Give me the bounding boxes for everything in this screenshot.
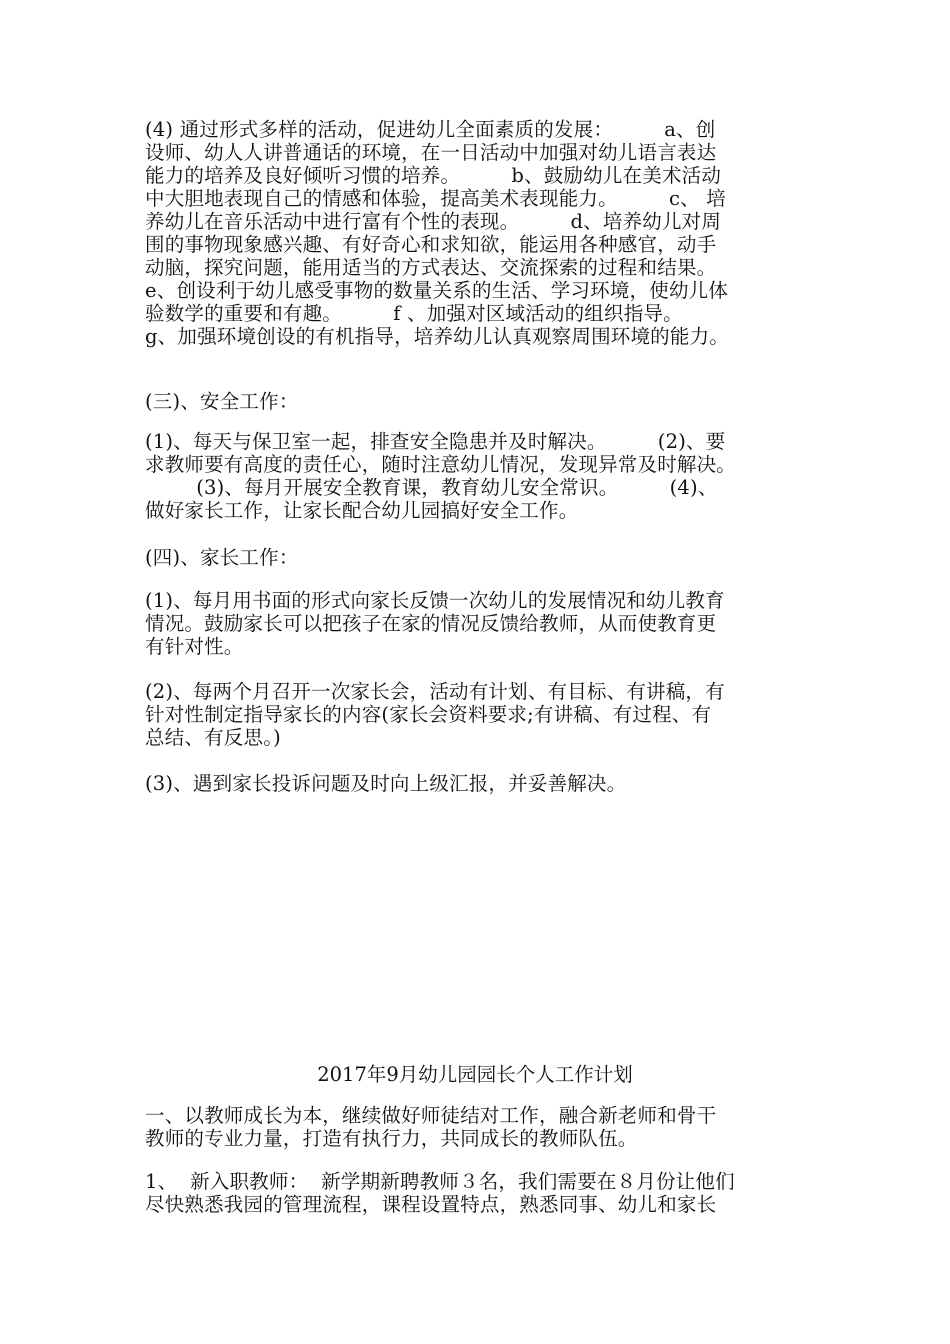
paragraph-parents-3: [145, 772, 810, 795]
heading-text: (四)、家长工作：: [145, 546, 299, 569]
paragraph-teacher-growth: [145, 1104, 810, 1150]
text-line: (4) 通过形式多样的活动，促进幼儿全面素质的发展： a、创: [145, 118, 716, 141]
text-line: 情况。鼓励家长可以把孩子在家的情况反馈给教师，从而使教育更: [145, 612, 717, 635]
paragraph-activities: [145, 118, 810, 348]
text-line: g、加强环境创设的有机指导，培养幼儿认真观察周围环境的能力。: [145, 325, 729, 348]
text-line: 一、以教师成长为本，继续做好师徒结对工作，融合新老师和骨干: [145, 1104, 717, 1127]
text-line: 1、 新入职教师： 新学期新聘教师３名，我们需要在８月份让他们: [145, 1170, 735, 1193]
text-line: 针对性制定指导家长的内容(家长会资料要求;有讲稿、有过程、有: [145, 703, 712, 726]
text-line: 能力的培养及良好倾听习惯的培养。 b、鼓励幼儿在美术活动: [145, 164, 722, 187]
text-line: 有针对性。: [145, 635, 244, 658]
text-line: 围的事物现象感兴趣、有好奇心和求知欲，能运用各种感官，动手: [145, 233, 717, 256]
section-heading-safety: [145, 390, 810, 413]
section-heading-parents: [145, 546, 810, 569]
text-line: 养幼儿在音乐活动中进行富有个性的表现。 d、培养幼儿对周: [145, 210, 722, 233]
text-line: 验数学的重要和有趣。 f 、加强对区域活动的组织指导。: [145, 302, 683, 325]
text-line: 中大胆地表现自己的情感和体验，提高美术表现能力。 c、 培: [145, 187, 726, 210]
text-line: 总结、有反思。): [145, 726, 281, 749]
text-line: 动脑，探究问题，能用适当的方式表达、交流探索的过程和结果。: [145, 256, 717, 279]
text-line: 求教师要有高度的责任心，随时注意幼儿情况，发现异常及时解决。: [145, 453, 737, 476]
text-line: (3)、遇到家长投诉问题及时向上级汇报，并妥善解决。: [145, 772, 627, 795]
text-line: e、创设利于幼儿感受事物的数量关系的生活、学习环境，使幼儿体: [145, 279, 729, 302]
text-line: (2)、每两个月召开一次家长会，活动有计划、有目标、有讲稿，有: [145, 680, 725, 703]
heading-text: (三)、安全工作：: [145, 390, 299, 413]
document-title: 2017年9月幼儿园园长个人工作计划: [317, 1063, 633, 1086]
paragraph-new-teachers: [145, 1170, 810, 1216]
text-line: (1)、每月用书面的形式向家长反馈一次幼儿的发展情况和幼儿教育: [145, 589, 725, 612]
paragraph-safety: [145, 430, 810, 522]
text-line: 设师、幼人人讲普通话的环境，在一日活动中加强对幼儿语言表达: [145, 141, 717, 164]
text-line: 教师的专业力量，打造有执行力，共同成长的教师队伍。: [145, 1127, 638, 1150]
text-line: (3)、每月开展安全教育课，教育幼儿安全常识。 (4)、: [145, 476, 718, 499]
paragraph-parents-2: [145, 680, 810, 749]
text-line: 做好家长工作，让家长配合幼儿园搞好安全工作。: [145, 499, 579, 522]
text-line: 尽快熟悉我园的管理流程，课程设置特点，熟悉同事、幼儿和家长: [145, 1193, 717, 1216]
text-line: (1)、每天与保卫室一起，排查安全隐患并及时解决。 (2)、要: [145, 430, 726, 453]
paragraph-parents-1: [145, 589, 810, 658]
